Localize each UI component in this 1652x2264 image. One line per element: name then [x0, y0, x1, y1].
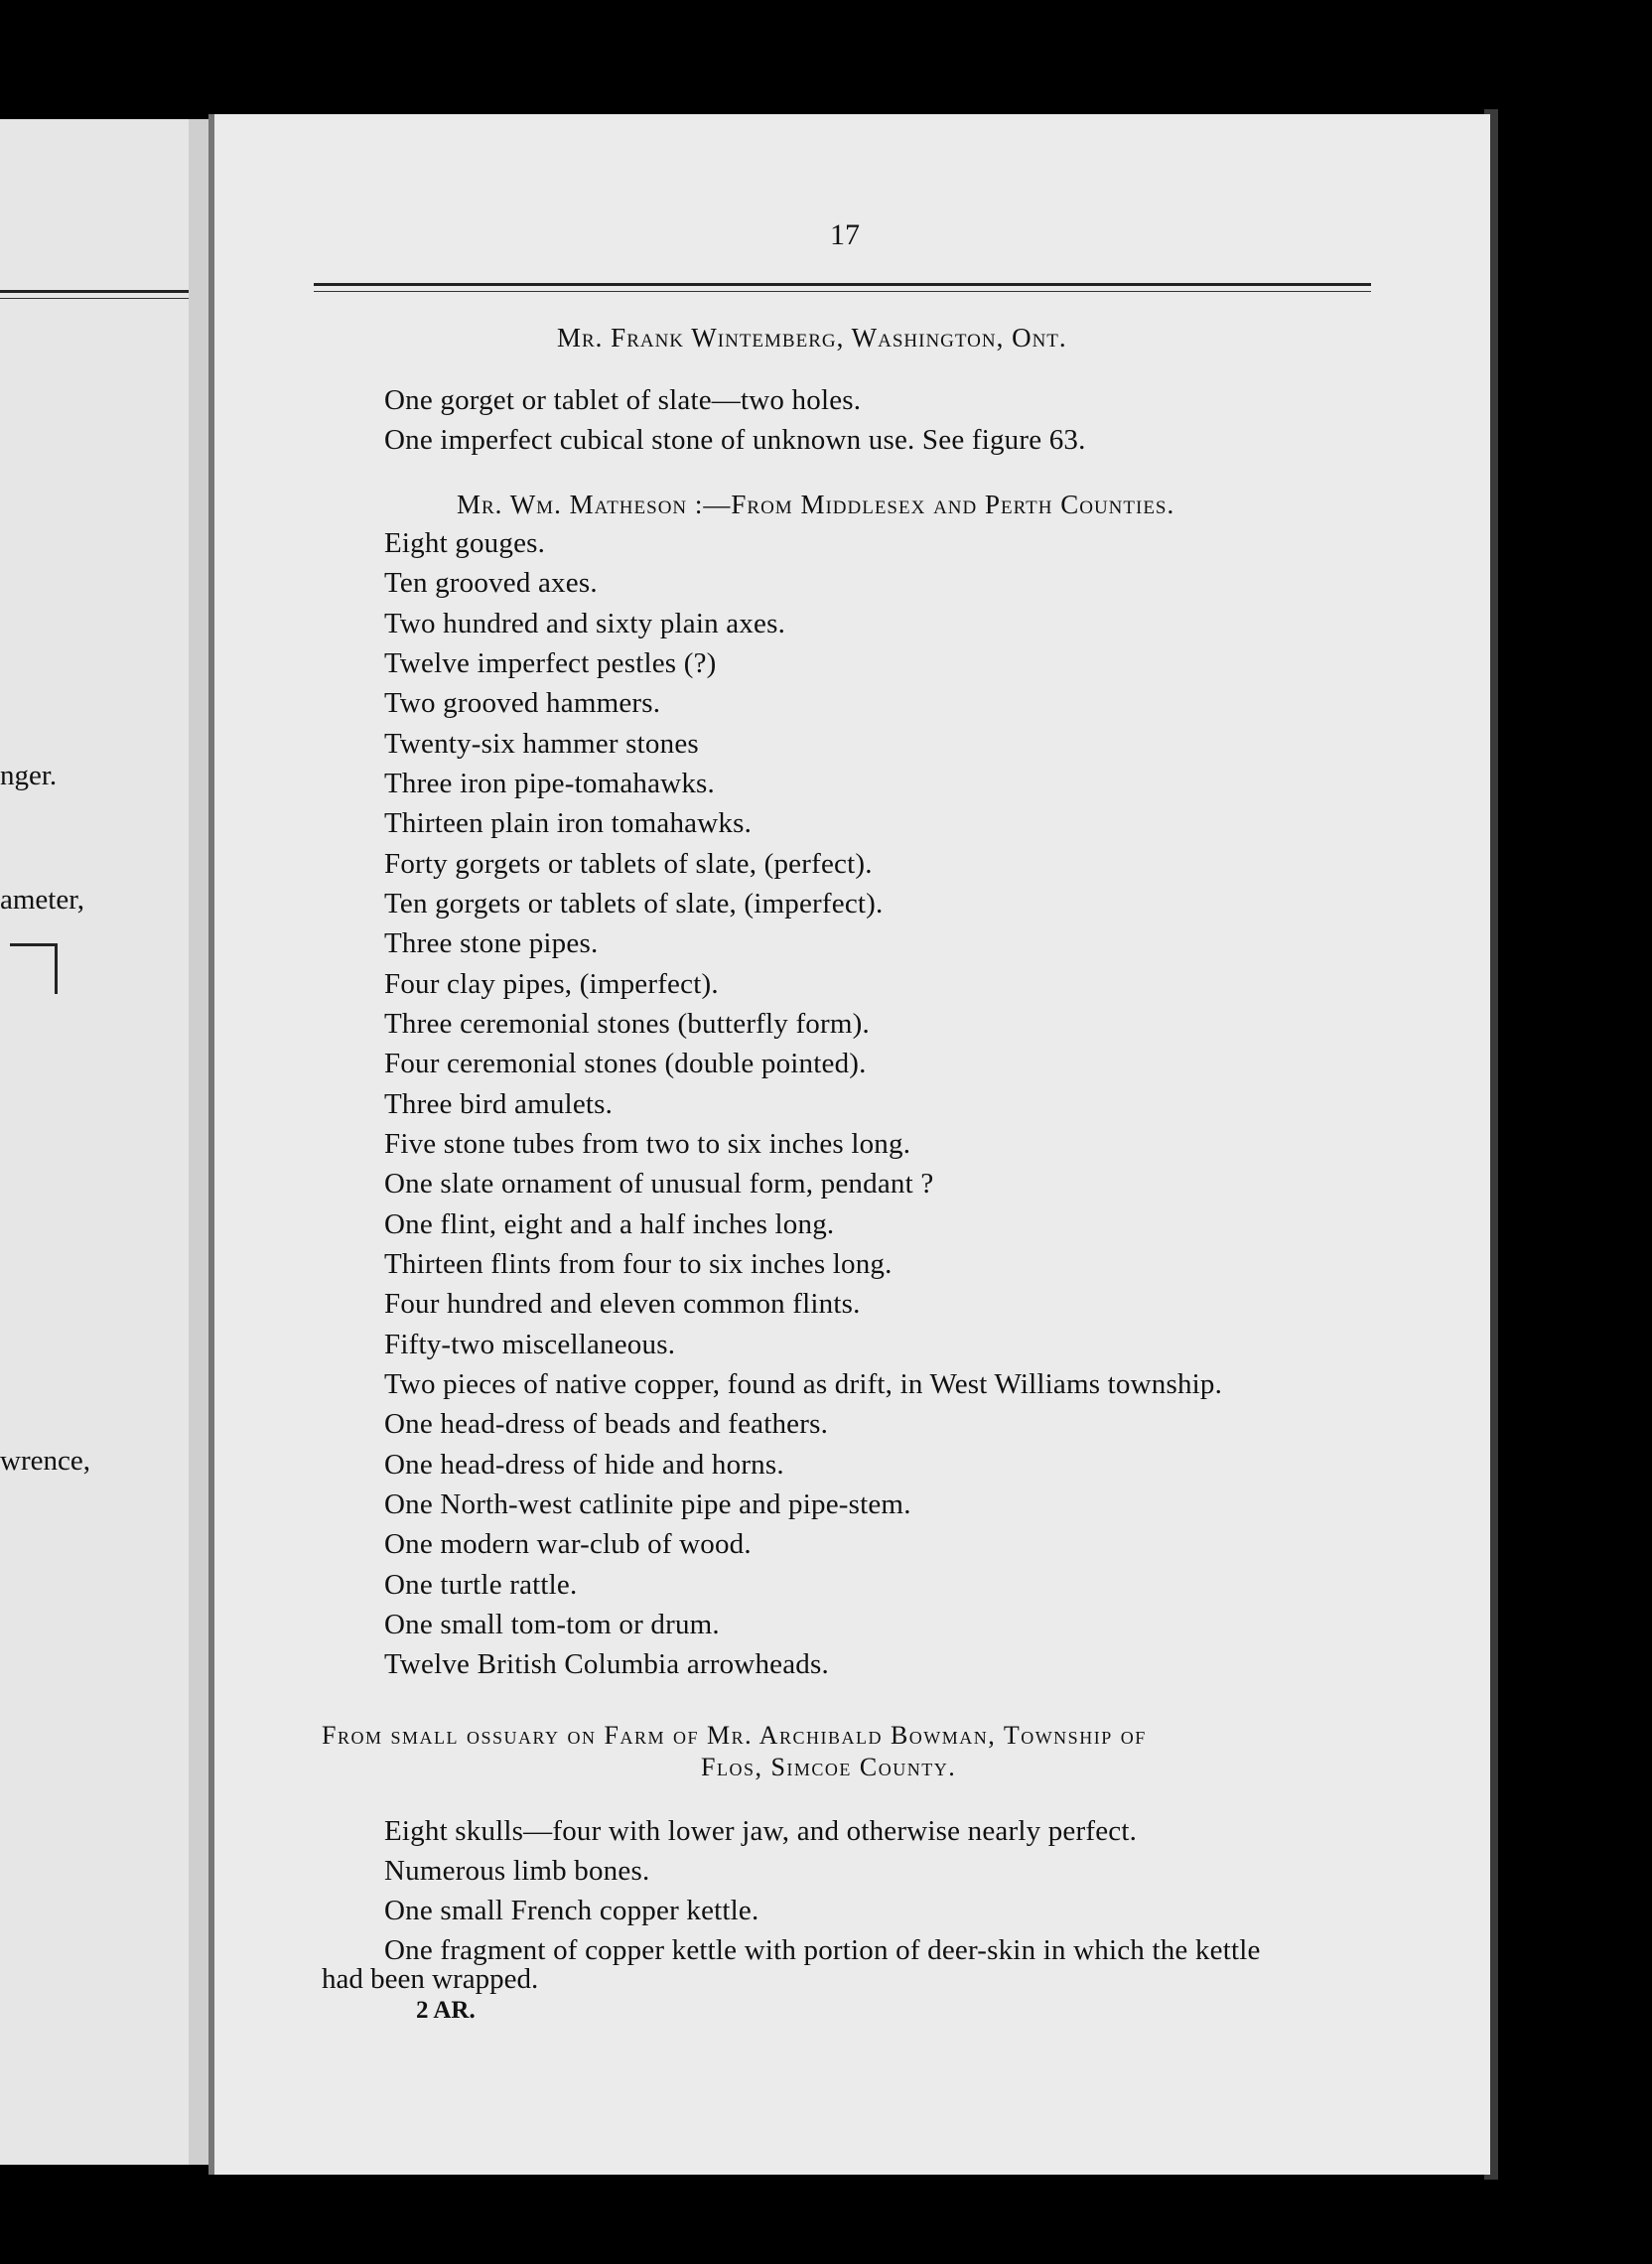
section2-item: One turtle rattle.	[384, 1569, 578, 1601]
section2-item: One head-dress of beads and feathers.	[384, 1408, 829, 1440]
section3-item: Numerous limb bones.	[384, 1855, 650, 1887]
section2-item: Four ceremonial stones (double pointed).	[384, 1048, 867, 1079]
left-bracket-mark	[10, 943, 58, 994]
left-page-rule-thin	[0, 298, 189, 299]
left-fragment-3: wrence,	[0, 1445, 90, 1477]
section2-item: Three stone pipes.	[384, 927, 599, 959]
section2-heading: Mr. Wm. Matheson :—From Middlesex and Perth Counties.	[457, 490, 1175, 519]
section2-item: Twelve British Columbia arrowheads.	[384, 1648, 829, 1680]
header-rule-thin	[314, 291, 1371, 292]
section2-item: One slate ornament of unusual form, pendant ?	[384, 1168, 934, 1200]
section3-item: One fragment of copper kettle with portion of deer-skin in which the kettle	[384, 1934, 1261, 1966]
section2-item: One modern war-club of wood.	[384, 1528, 752, 1560]
section3-heading-line1: From small ossuary on Farm of Mr. Archibald Bowman, Township of	[322, 1721, 1147, 1750]
section2-item: Two hundred and sixty plain axes.	[384, 608, 786, 639]
left-fragment-1: nger.	[0, 760, 58, 791]
section2-item: Five stone tubes from two to six inches long.	[384, 1128, 911, 1160]
page-number: 17	[830, 218, 860, 251]
section2-item: Eight gouges.	[384, 527, 546, 559]
left-page	[0, 119, 204, 2165]
section2-item: Four clay pipes, (imperfect).	[384, 968, 719, 1000]
section2-item: Four hundred and eleven common flints.	[384, 1288, 861, 1320]
section2-item: Three ceremonial stones (butterfly form).	[384, 1008, 870, 1040]
section2-item: One head-dress of hide and horns.	[384, 1449, 784, 1481]
section3-item: Eight skulls—four with lower jaw, and otherwise nearly perfect.	[384, 1815, 1138, 1847]
left-page-rule	[0, 290, 189, 293]
section2-item: Two pieces of native copper, found as drift, in West Williams township.	[384, 1368, 1223, 1400]
section2-item: One small tom-tom or drum.	[384, 1609, 720, 1640]
header-rule-thick	[314, 283, 1371, 286]
right-page	[208, 114, 1490, 2175]
section2-item: Forty gorgets or tablets of slate, (perfect).	[384, 848, 873, 880]
section2-item: Three iron pipe-tomahawks.	[384, 768, 715, 799]
section2-item: Thirteen plain iron tomahawks.	[384, 807, 753, 839]
section3-item-continuation: had been wrapped.	[322, 1963, 539, 1995]
section1-heading: Mr. Frank Wintemberg, Washington, Ont.	[557, 323, 1067, 353]
section3-heading-line2: Flos, Simcoe County.	[701, 1753, 957, 1781]
section2-item: Fifty-two miscellaneous.	[384, 1329, 676, 1360]
section2-item: Twenty-six hammer stones	[384, 728, 699, 760]
section2-item: Three bird amulets.	[384, 1088, 614, 1120]
section2-item: One flint, eight and a half inches long.	[384, 1208, 835, 1240]
left-fragment-2: ameter,	[0, 884, 84, 916]
section1-item: One imperfect cubical stone of unknown use. See figure 63.	[384, 424, 1086, 456]
section2-item: Ten gorgets or tablets of slate, (imperfect).	[384, 888, 884, 920]
section2-item: Twelve imperfect pestles (?)	[384, 647, 717, 679]
book-gutter	[189, 119, 208, 2165]
section2-item: One North-west catlinite pipe and pipe-stem.	[384, 1488, 911, 1520]
signature-mark: 2 AR.	[416, 1997, 476, 2024]
section3-item: One small French copper kettle.	[384, 1895, 759, 1926]
section2-item: Two grooved hammers.	[384, 687, 661, 719]
section1-item: One gorget or tablet of slate—two holes.	[384, 384, 862, 416]
section2-item: Ten grooved axes.	[384, 567, 598, 599]
section2-item: Thirteen flints from four to six inches long.	[384, 1248, 893, 1280]
